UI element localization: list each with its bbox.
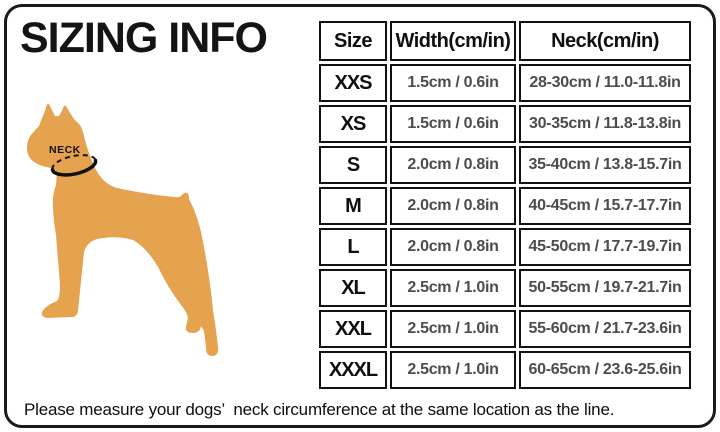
table-row: [319, 310, 691, 348]
column-header-width: Width(cm/in): [390, 21, 516, 61]
size-cell: M: [319, 187, 387, 225]
page-title: SIZING INFO: [20, 14, 267, 62]
width-cell: 2.0cm / 0.8in: [390, 228, 516, 266]
size-cell: S: [319, 146, 387, 184]
neck-cell: 28-30cm / 11.0-11.8in: [519, 64, 691, 102]
width-cell: 1.5cm / 0.6in: [390, 64, 516, 102]
table-row: [319, 228, 691, 266]
width-cell: 2.5cm / 1.0in: [390, 310, 516, 348]
size-cell: XXL: [319, 310, 387, 348]
neck-cell: 55-60cm / 21.7-23.6in: [519, 310, 691, 348]
measure-instruction-note: Please measure your dogs’ neck circumference at the same location as the line.: [24, 400, 615, 419]
table-row: [319, 146, 691, 184]
column-header-neck: Neck(cm/in): [519, 21, 691, 61]
table-row: [319, 269, 691, 307]
size-cell: XXXL: [319, 351, 387, 389]
dog-silhouette-icon: [25, 100, 225, 362]
size-cell: XS: [319, 105, 387, 143]
neck-cell: 45-50cm / 17.7-19.7in: [519, 228, 691, 266]
width-cell: 2.0cm / 0.8in: [390, 146, 516, 184]
neck-cell: 60-65cm / 23.6-25.6in: [519, 351, 691, 389]
table-row: [319, 105, 691, 143]
size-cell: XXS: [319, 64, 387, 102]
width-cell: 2.0cm / 0.8in: [390, 187, 516, 225]
neck-cell: 40-45cm / 15.7-17.7in: [519, 187, 691, 225]
width-cell: 2.5cm / 1.0in: [390, 269, 516, 307]
size-cell: L: [319, 228, 387, 266]
dog-diagram: [25, 100, 225, 362]
dog-body-shape: [27, 104, 218, 356]
table-body: [319, 64, 691, 389]
column-header-size: Size: [319, 21, 387, 61]
table-row: [319, 64, 691, 102]
neck-cell: 35-40cm / 13.8-15.7in: [519, 146, 691, 184]
table-row: [319, 351, 691, 389]
sizing-table: [316, 18, 694, 392]
neck-label: NECK: [49, 144, 81, 156]
size-cell: XL: [319, 269, 387, 307]
table-row: [319, 187, 691, 225]
width-cell: 2.5cm / 1.0in: [390, 351, 516, 389]
neck-cell: 30-35cm / 11.8-13.8in: [519, 105, 691, 143]
table-header-row: [319, 21, 691, 61]
width-cell: 1.5cm / 0.6in: [390, 105, 516, 143]
neck-cell: 50-55cm / 19.7-21.7in: [519, 269, 691, 307]
